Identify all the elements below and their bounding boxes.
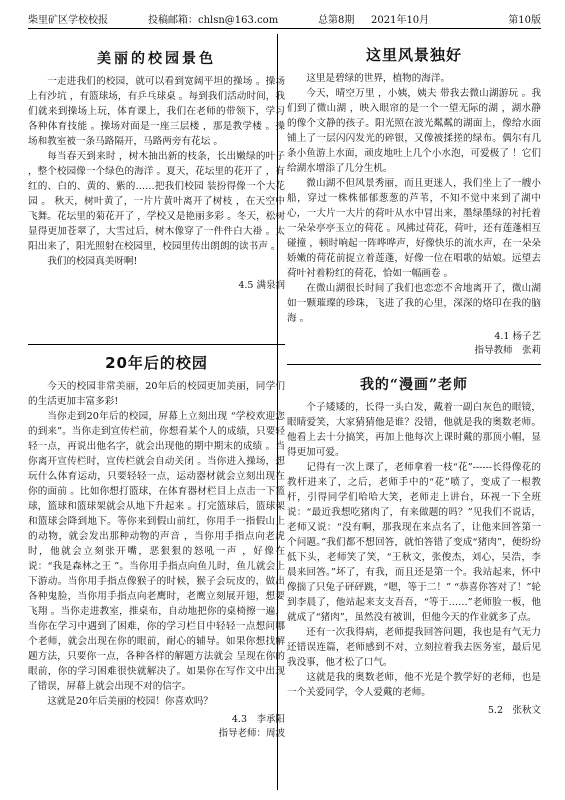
article-title: 美丽的校园景色 — [97, 51, 216, 67]
article-title: 20年后的校园 — [105, 354, 208, 372]
section-divider — [287, 364, 541, 365]
article-paragraph: 微山湖不但风景秀丽，而且更迷人，我们坐上了一艘小船，穿过一株株郁郁葱葱的芦苇，不知不觉中来到了湖中心，一大片一大片的荷叶从水中冒出来，墨绿墨绿的衬托着一朵朵亭亭玉立的荷花 。风拂过荷花，荷叶，还有莲蓬相互碰撞 ，顿时响起一阵哗哗声，好像快乐的流水声，在一朵朵娇嫩的荷花前捉立着莲蓬，好像一位在唱歌的姑娘。远望去荷叶衬着粉红的荷花，恰如一幅画卷 。 — [287, 178, 541, 279]
article-campus-in-20-years — [28, 352, 285, 741]
article-teacher: 指导教师 张莉 — [474, 345, 541, 356]
article-cartoon-teacher — [287, 374, 541, 718]
header-issue-number: 总第8期 — [318, 15, 355, 26]
section-divider — [28, 344, 285, 345]
article-paragraph: 这就是我的奥数老师，他不光是个教学好的老师，也是一个关爱同学，令人爱戴的老师。 — [287, 672, 541, 698]
article-signature: 5.2 张秋文 — [487, 705, 541, 716]
article-paragraph: 在微山湖很长时间了我们也恋恋不舍地离开了，微山湖如一颗璀璨的珍珠，飞进了我的心里，深深的烙印在我的脑海 。 — [287, 283, 541, 324]
article-paragraph: 记得有一次上课了，老师拿着一枝“花”------长得像花的教杆进来了，之后，老师手中的“花”喷了，变成了一根教杆，引得同学们哈哈大笑，老师走上讲台，环视一下全班说：“最近我想吃猪肉了，有来做题的吗？”见我们不说话，老师又说：“没有啊，那我现在来点名了，让他来回答第一个问题。”我们都不想回答，就怕答错了变成“猪肉”，便纷纷低下头，老师笑了笑，“王秋文，张俊杰，刘心，吴浩，李晨来回答。”坏了，有我，而且还是第一个。我站起来，怀中像揣了只兔子砰砰跳，“嗯，等于二！” “恭喜你答对了！”轮到李晨了，他站起来支支吾吾，“等于……”老师脸一板，他就成了“猪肉”，虽然没有被训，但他今天的作业就多了点。 — [287, 462, 541, 623]
article-paragraph: 还有一次我得病，老师提我回答问题，我也是有气无力还错误连篇，老师感到不对，立刻拉着我去医务室，最后见我没事，他才松了口气。 — [287, 627, 541, 668]
header-submission-email: 投稿邮箱：chlsn@163.com — [148, 15, 279, 26]
article-paragraph: 我们的校园真美呀啊! — [47, 256, 138, 267]
article-signature: 4.3 李承阳 — [231, 714, 285, 725]
page-header — [28, 14, 541, 29]
article-paragraph: 个子矮矮的，长得一头白发，戴着一副白灰色的眼镜，眼睛爱笑，大家猜猜他是谁？没错，他就是我的奥数老师。他看上去十分搞笑，再加上他每次上课时戴的那顶小帽，显得更加可爱。 — [287, 402, 541, 458]
article-beautiful-campus — [28, 48, 285, 293]
article-paragraph: 这就是20年后美丽的校园！你喜欢吗？ — [47, 696, 213, 707]
header-school-name: 柴里矿区学校校报 — [28, 15, 108, 26]
article-signature: 4.5 满泉润 — [238, 280, 285, 291]
article-teacher: 指导老师：周波 — [218, 728, 285, 739]
header-date: 2021年10月 — [371, 15, 430, 26]
article-title: 我的“漫画”老师 — [359, 377, 469, 393]
article-paragraph: 每当春天到来时 ，树木抽出新的枝条，长出嫩绿的叶子 ，整个校园像一个绿色的海洋 。夏天，花坛里的花开了 ，有红的、白的、黄的、紫的……把我们校园 装扮得像一个大花园 。 秋天，树叶黄了，一片片黄叶离开了树枝 ，在天空中飞舞。花坛里的菊花开了 ，学校又是艳丽多彩 。冬天，松树显得更加苍翠了，大雪过后，树木像穿了一件件白大褂 。太阳出来了，阳光照射在校园里，校园里传出朗朗的读书声 。 — [28, 151, 285, 252]
article-signature: 4.1 杨子艺 — [494, 331, 541, 342]
article-title: 这里风景独好 — [365, 46, 462, 64]
article-paragraph: 今天，晴空万里 ，小姨，姨夫 带我去微山湖游玩 。我们到了微山湖 ，映入眼帘的是一个一望无际的湖 ，湖水静的像个文静的孩子。阳光照在波光粼粼的湖面上，像给水面铺上了一层闪闪发光的碎银，又像被揉搓的绿布。偶尔有几条小鱼游上水面，顽皮地吐上几个小水泡，可爱极了 ！它们给湖水增添了几分生机。 — [287, 88, 541, 174]
article-paragraph: 这里是碧绿的世界，植物的海洋。 — [306, 73, 451, 84]
header-page-number: 第10版 — [508, 15, 541, 26]
article-paragraph: 今天的校园非常美丽，20年后的校园更加美丽，同学们的生活更加丰富多彩! — [28, 381, 285, 407]
article-paragraph: 一走进我们的校园，就可以看到宽阔平坦的操场 。操场上有沙坑 ，有篮球场，有乒乓球桌 。每到我们活动时间，我们就来到操场上玩，体育课上，我们在老师的带领下，学习各种体育技能 。操场对面是一座三层楼 ，那是教学楼 。操场和教室被一条马路隔开，马路两旁有花坛 。 — [28, 76, 285, 147]
article-paragraph: 当你走到20年后的校园，屏幕上立刻出现 “学校欢迎您的到来”。当你走到宣传栏前，你想看某个人的成绩，只要轻轻一点，再说出他名字，就会出现他的期中期末的成绩 。当你离开宣传栏时，宣传栏就会自动关闭 。当你进入操场，想玩什么体育运动，只要轻轻一点，运动器材就会立刻出现在你的面前 。比如你想打篮球，在体育器材栏目上点击一下篮球，篮球和篮球架就会从地下升起来 。打完篮球后，篮球架和篮球会降到地下。等你来到假山前红，你用手一指假山上的动物，就会发出那种动物的声音 ，当你用手指点向老虎时，他就会立刻张开嘴，恶狠狠的怒吼一声 ，好像在说：“我是森林之王 ”。当你用手指点向鱼儿时，鱼儿就会上下游动。当你用手指点像猴子的时候，猴子会玩皮的，做出各种鬼脸，当你用手指点向老鹰时，老鹰立刻展开翅，想要飞翔 。当你走进教室，推桌布，自动地把你的桌椅擦一遍，当你在学习中遇到了困难，你的学习栏目中轻轻一点想问哪个老师，就会出现在你的眼前，耐心的辅导。如果你想找解题方法，只要你一点，各种各样的解题方法就会 呈现在你的眼前，你的学习困难很快就解决了。如果你在写作文中出现了错误，屏幕上就会出现不对的信字。 — [28, 411, 285, 692]
article-scenery — [287, 44, 541, 358]
